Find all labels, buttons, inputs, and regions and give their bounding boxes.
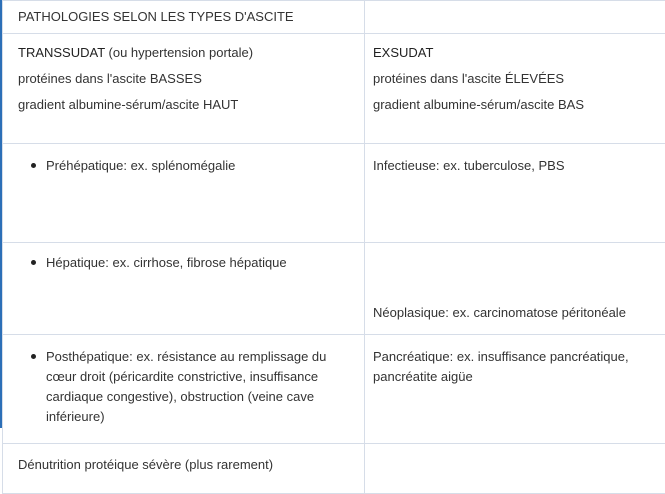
list-item — [31, 156, 352, 176]
exsudat-label: EXSUDAT — [373, 43, 657, 63]
bullet-list — [18, 156, 364, 176]
table-title: PATHOLOGIES SELON LES TYPES D'ASCITE — [3, 1, 365, 34]
transsudat-label: TRANSSUDAT — [18, 45, 105, 60]
transsudat-heading-line — [18, 43, 364, 63]
transsudat-header-cell — [3, 34, 365, 144]
prehepatic-text: Préhépatique: ex. splénomégalie — [46, 158, 235, 173]
exsudat-cell: Infectieuse: ex. tuberculose, PBS — [365, 144, 665, 243]
transsudat-cell — [3, 243, 365, 335]
bullet-list — [18, 347, 364, 427]
exsudat-proteins: protéines dans l'ascite ÉLEVÉES — [373, 69, 657, 89]
exsudat-gradient: gradient albumine-sérum/ascite BAS — [373, 95, 657, 115]
transsudat-qualifier: (ou hypertension portale) — [105, 45, 253, 60]
posthepatic-text: Posthépatique: ex. résistance au remplissage du cœur droit (péricardite constrictive, insuffisance cardiaque congestive), obstruction (veine cave inférieure) — [46, 349, 326, 424]
table-row — [3, 243, 665, 335]
exsudat-header-cell — [365, 34, 665, 144]
list-item — [31, 347, 352, 427]
transsudat-cell: Dénutrition protéique sévère (plus rarement) — [3, 444, 365, 494]
table-row — [3, 335, 665, 444]
exsudat-empty-cell — [365, 444, 665, 494]
bullet-icon — [31, 354, 36, 359]
hepatic-text: Hépatique: ex. cirrhose, fibrose hépatique — [46, 255, 287, 270]
table-title-empty-cell — [365, 1, 665, 34]
transsudat-cell — [3, 335, 365, 444]
transsudat-cell — [3, 144, 365, 243]
exsudat-cell: Pancréatique: ex. insuffisance pancréatique, pancréatite aigüe — [365, 335, 665, 444]
ascites-pathologies-table — [2, 0, 665, 494]
transsudat-proteins: protéines dans l'ascite BASSES — [18, 69, 364, 89]
table-header-row — [3, 34, 665, 144]
table-row — [3, 144, 665, 243]
bullet-icon — [31, 163, 36, 168]
bullet-list — [18, 253, 364, 273]
table-row — [3, 444, 665, 494]
exsudat-cell: Néoplasique: ex. carcinomatose péritonéale — [365, 243, 665, 335]
table-title-row — [3, 1, 665, 34]
list-item — [31, 253, 352, 273]
bullet-icon — [31, 260, 36, 265]
transsudat-gradient: gradient albumine-sérum/ascite HAUT — [18, 95, 364, 115]
